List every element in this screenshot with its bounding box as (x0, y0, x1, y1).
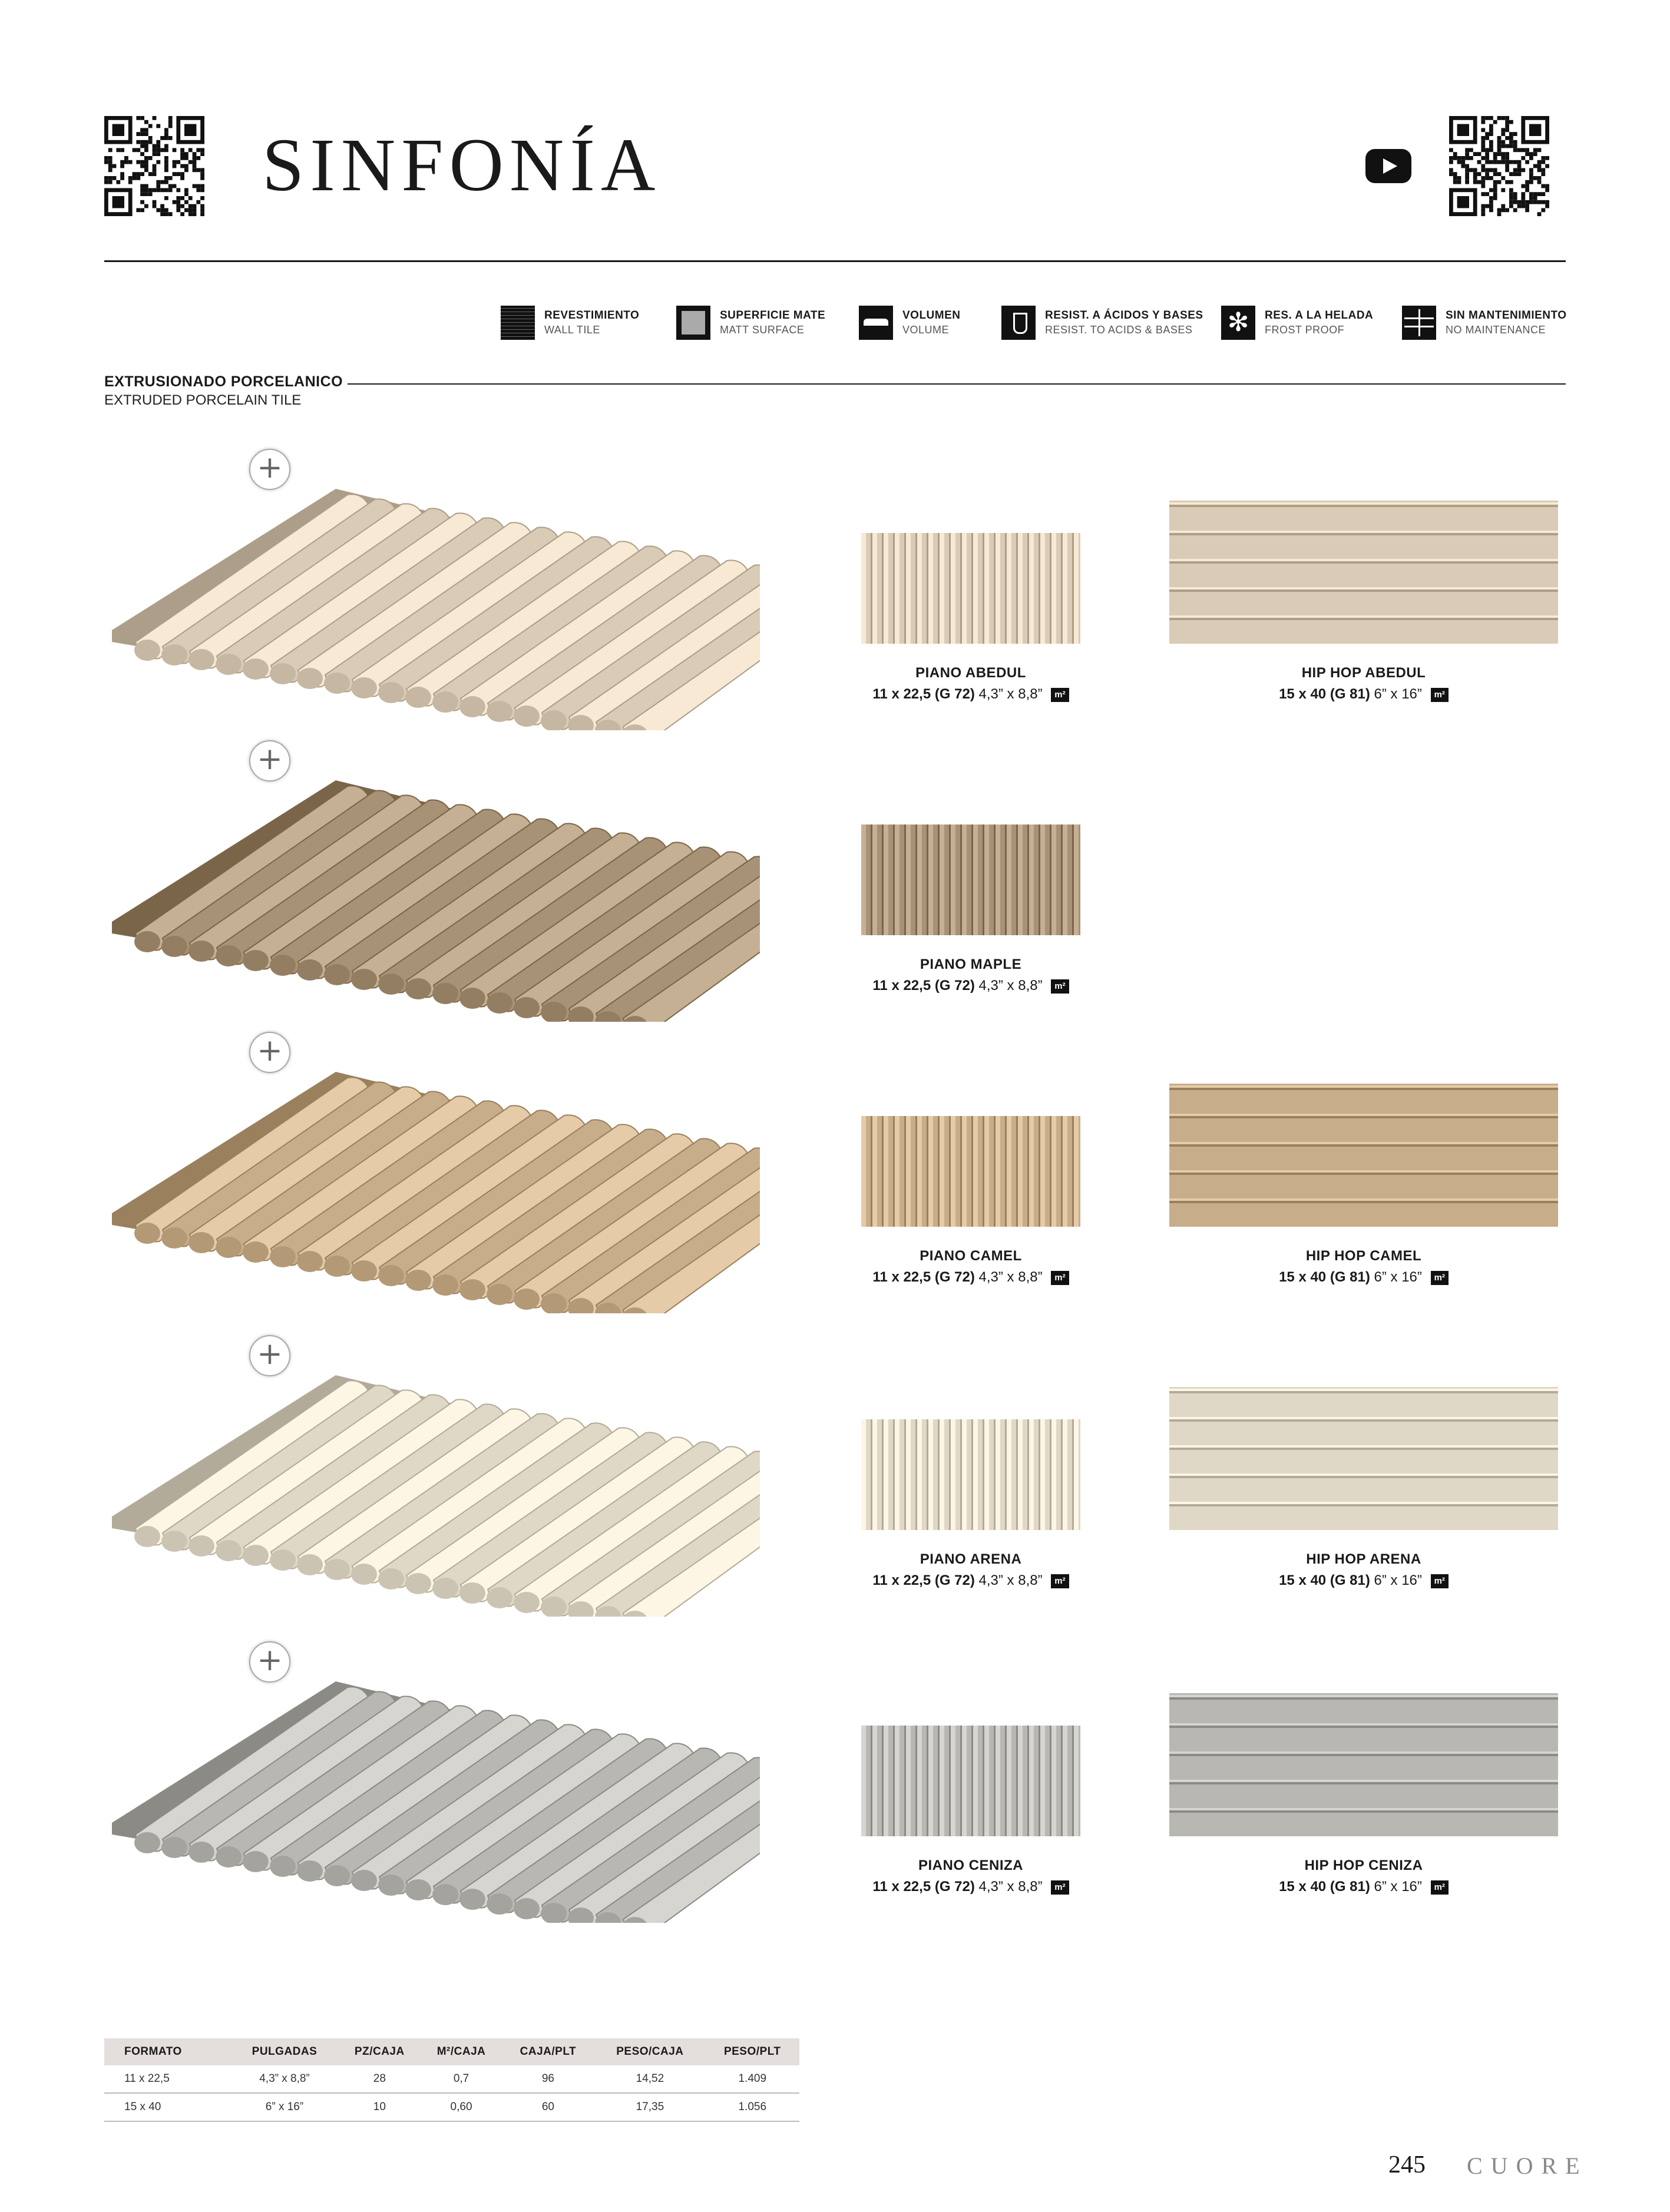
product-inches: 4,3” x 8,8” (978, 1879, 1043, 1895)
product-name: PIANO MAPLE (920, 956, 1022, 972)
feature-item (1221, 304, 1373, 342)
table-header: PESO/CAJA (594, 2038, 705, 2065)
hiphop-swatch-image (1169, 1387, 1558, 1530)
unit-badge: m² (1051, 979, 1069, 994)
feature-item (501, 304, 639, 342)
section-title: EXTRUSIONADO PORCELANICO (104, 373, 343, 390)
zoom-plus-button[interactable]: + (249, 740, 290, 782)
zoom-plus-button[interactable]: + (249, 449, 290, 490)
unit-badge: m² (1051, 1880, 1069, 1895)
feature-item (859, 304, 961, 342)
product-size: 11 x 22,5 (G 72) (872, 686, 975, 702)
piano-swatch-image (861, 1116, 1080, 1227)
table-cell: 11 x 22,5 (104, 2065, 231, 2093)
piano-swatch-image (861, 1726, 1080, 1836)
unit-badge: m² (1431, 1271, 1449, 1285)
table-cell: 15 x 40 (104, 2093, 231, 2121)
header-divider (104, 260, 1566, 262)
spec-table (104, 2038, 799, 2122)
table-header: PZ/CAJA (338, 2038, 421, 2065)
table-header: PULGADAS (231, 2038, 338, 2065)
table-cell: 1.409 (705, 2065, 799, 2093)
feature-label: RES. A LA HELADA (1265, 309, 1374, 322)
table-cell: 10 (338, 2093, 421, 2121)
product-size: 11 x 22,5 (G 72) (872, 1269, 975, 1285)
feature-label-en: VOLUME (902, 324, 950, 336)
piano-swatch-image (861, 533, 1080, 644)
feature-label-en: FROST PROOF (1265, 324, 1345, 336)
brand-logo: CUORE (1467, 2153, 1588, 2179)
hiphop-caption (1211, 663, 1517, 705)
piano-caption (818, 663, 1124, 705)
product-name: PIANO ABEDUL (915, 665, 1026, 681)
tile-render-image (112, 1658, 760, 1923)
feature-label: REVESTIMIENTO (544, 309, 640, 322)
qr-code-icon[interactable] (1449, 116, 1549, 216)
wall-tile-icon (501, 306, 535, 340)
qr-code-icon[interactable] (104, 116, 204, 216)
piano-swatch-image (861, 1419, 1080, 1530)
product-name: PIANO ARENA (920, 1551, 1022, 1567)
unit-badge: m² (1051, 1271, 1069, 1285)
hiphop-swatch-image (1169, 501, 1558, 644)
piano-caption (818, 1855, 1124, 1898)
no-maintenance-icon (1402, 306, 1436, 340)
product-name: HIP HOP ARENA (1306, 1551, 1421, 1567)
unit-badge: m² (1431, 688, 1449, 702)
feature-label: RESIST. A ÁCIDOS Y BASES (1045, 309, 1203, 322)
tile-render-image (112, 757, 760, 1022)
product-inches: 6” x 16” (1374, 1269, 1422, 1285)
table-cell: 60 (502, 2093, 595, 2121)
unit-badge: m² (1051, 688, 1069, 702)
table-cell: 0,60 (421, 2093, 502, 2121)
feature-label: SUPERFICIE MATE (720, 309, 826, 322)
piano-caption (818, 1549, 1124, 1591)
feature-label: VOLUMEN (902, 309, 961, 322)
feature-item (676, 304, 825, 342)
product-inches: 4,3” x 8,8” (978, 686, 1043, 702)
piano-swatch-image (861, 824, 1080, 935)
product-size: 15 x 40 (G 81) (1279, 686, 1370, 702)
table-cell: 17,35 (594, 2093, 705, 2121)
product-name: HIP HOP CENIZA (1304, 1857, 1423, 1873)
table-cell: 0,7 (421, 2065, 502, 2093)
acid-resist-icon (1001, 306, 1036, 340)
feature-label-en: MATT SURFACE (720, 324, 805, 336)
feature-item (1001, 304, 1203, 342)
feature-label-en: NO MAINTENANCE (1446, 324, 1546, 336)
table-cell: 14,52 (594, 2065, 705, 2093)
hiphop-swatch-image (1169, 1693, 1558, 1836)
hiphop-caption (1211, 1549, 1517, 1591)
product-size: 11 x 22,5 (G 72) (872, 1879, 975, 1895)
table-cell: 6” x 16” (231, 2093, 338, 2121)
volume-icon (859, 306, 893, 340)
product-inches: 4,3” x 8,8” (978, 978, 1043, 994)
zoom-plus-button[interactable]: + (249, 1032, 290, 1073)
table-cell: 1.056 (705, 2093, 799, 2121)
youtube-play-icon[interactable] (1365, 149, 1411, 183)
table-row (104, 2093, 799, 2121)
section-subtitle: EXTRUDED PORCELAIN TILE (104, 392, 302, 408)
piano-caption (818, 1246, 1124, 1288)
product-size: 15 x 40 (G 81) (1279, 1572, 1370, 1588)
page-number: 245 (1388, 2151, 1426, 2178)
table-header: FORMATO (104, 2038, 231, 2065)
page-title: SINFONÍA (262, 123, 662, 207)
tile-render-image (112, 1352, 760, 1617)
table-cell: 4,3” x 8,8” (231, 2065, 338, 2093)
zoom-plus-button[interactable]: + (249, 1641, 290, 1683)
frost-icon: ✻ (1221, 306, 1255, 340)
piano-caption (818, 954, 1124, 996)
table-header: PESO/PLT (705, 2038, 799, 2065)
tile-render-image (112, 465, 760, 730)
zoom-plus-button[interactable]: + (249, 1335, 290, 1376)
product-size: 11 x 22,5 (G 72) (872, 1572, 975, 1588)
feature-item (1402, 304, 1567, 342)
table-cell: 28 (338, 2065, 421, 2093)
product-size: 11 x 22,5 (G 72) (872, 978, 975, 994)
table-cell: 96 (502, 2065, 595, 2093)
product-inches: 6” x 16” (1374, 686, 1422, 702)
hiphop-caption (1211, 1855, 1517, 1898)
product-name: HIP HOP ABEDUL (1301, 665, 1426, 681)
unit-badge: m² (1431, 1574, 1449, 1588)
product-inches: 4,3” x 8,8” (978, 1572, 1043, 1588)
product-inches: 6” x 16” (1374, 1879, 1422, 1895)
table-row (104, 2065, 799, 2093)
product-size: 15 x 40 (G 81) (1279, 1879, 1370, 1895)
hiphop-swatch-image (1169, 1084, 1558, 1227)
feature-label-en: WALL TILE (544, 324, 600, 336)
table-header: CAJA/PLT (502, 2038, 595, 2065)
matt-surface-icon (676, 306, 710, 340)
hiphop-caption (1211, 1246, 1517, 1288)
product-inches: 6” x 16” (1374, 1572, 1422, 1588)
product-inches: 4,3” x 8,8” (978, 1269, 1043, 1285)
table-header: M²/CAJA (421, 2038, 502, 2065)
section-divider (348, 383, 1566, 385)
tile-render-image (112, 1048, 760, 1313)
feature-label-en: RESIST. TO ACIDS & BASES (1045, 324, 1193, 336)
product-name: HIP HOP CAMEL (1305, 1248, 1422, 1264)
feature-label: SIN MANTENIMIENTO (1446, 309, 1567, 322)
product-name: PIANO CENIZA (918, 1857, 1023, 1873)
product-name: PIANO CAMEL (920, 1248, 1022, 1264)
unit-badge: m² (1431, 1880, 1449, 1895)
unit-badge: m² (1051, 1574, 1069, 1588)
product-size: 15 x 40 (G 81) (1279, 1269, 1370, 1285)
